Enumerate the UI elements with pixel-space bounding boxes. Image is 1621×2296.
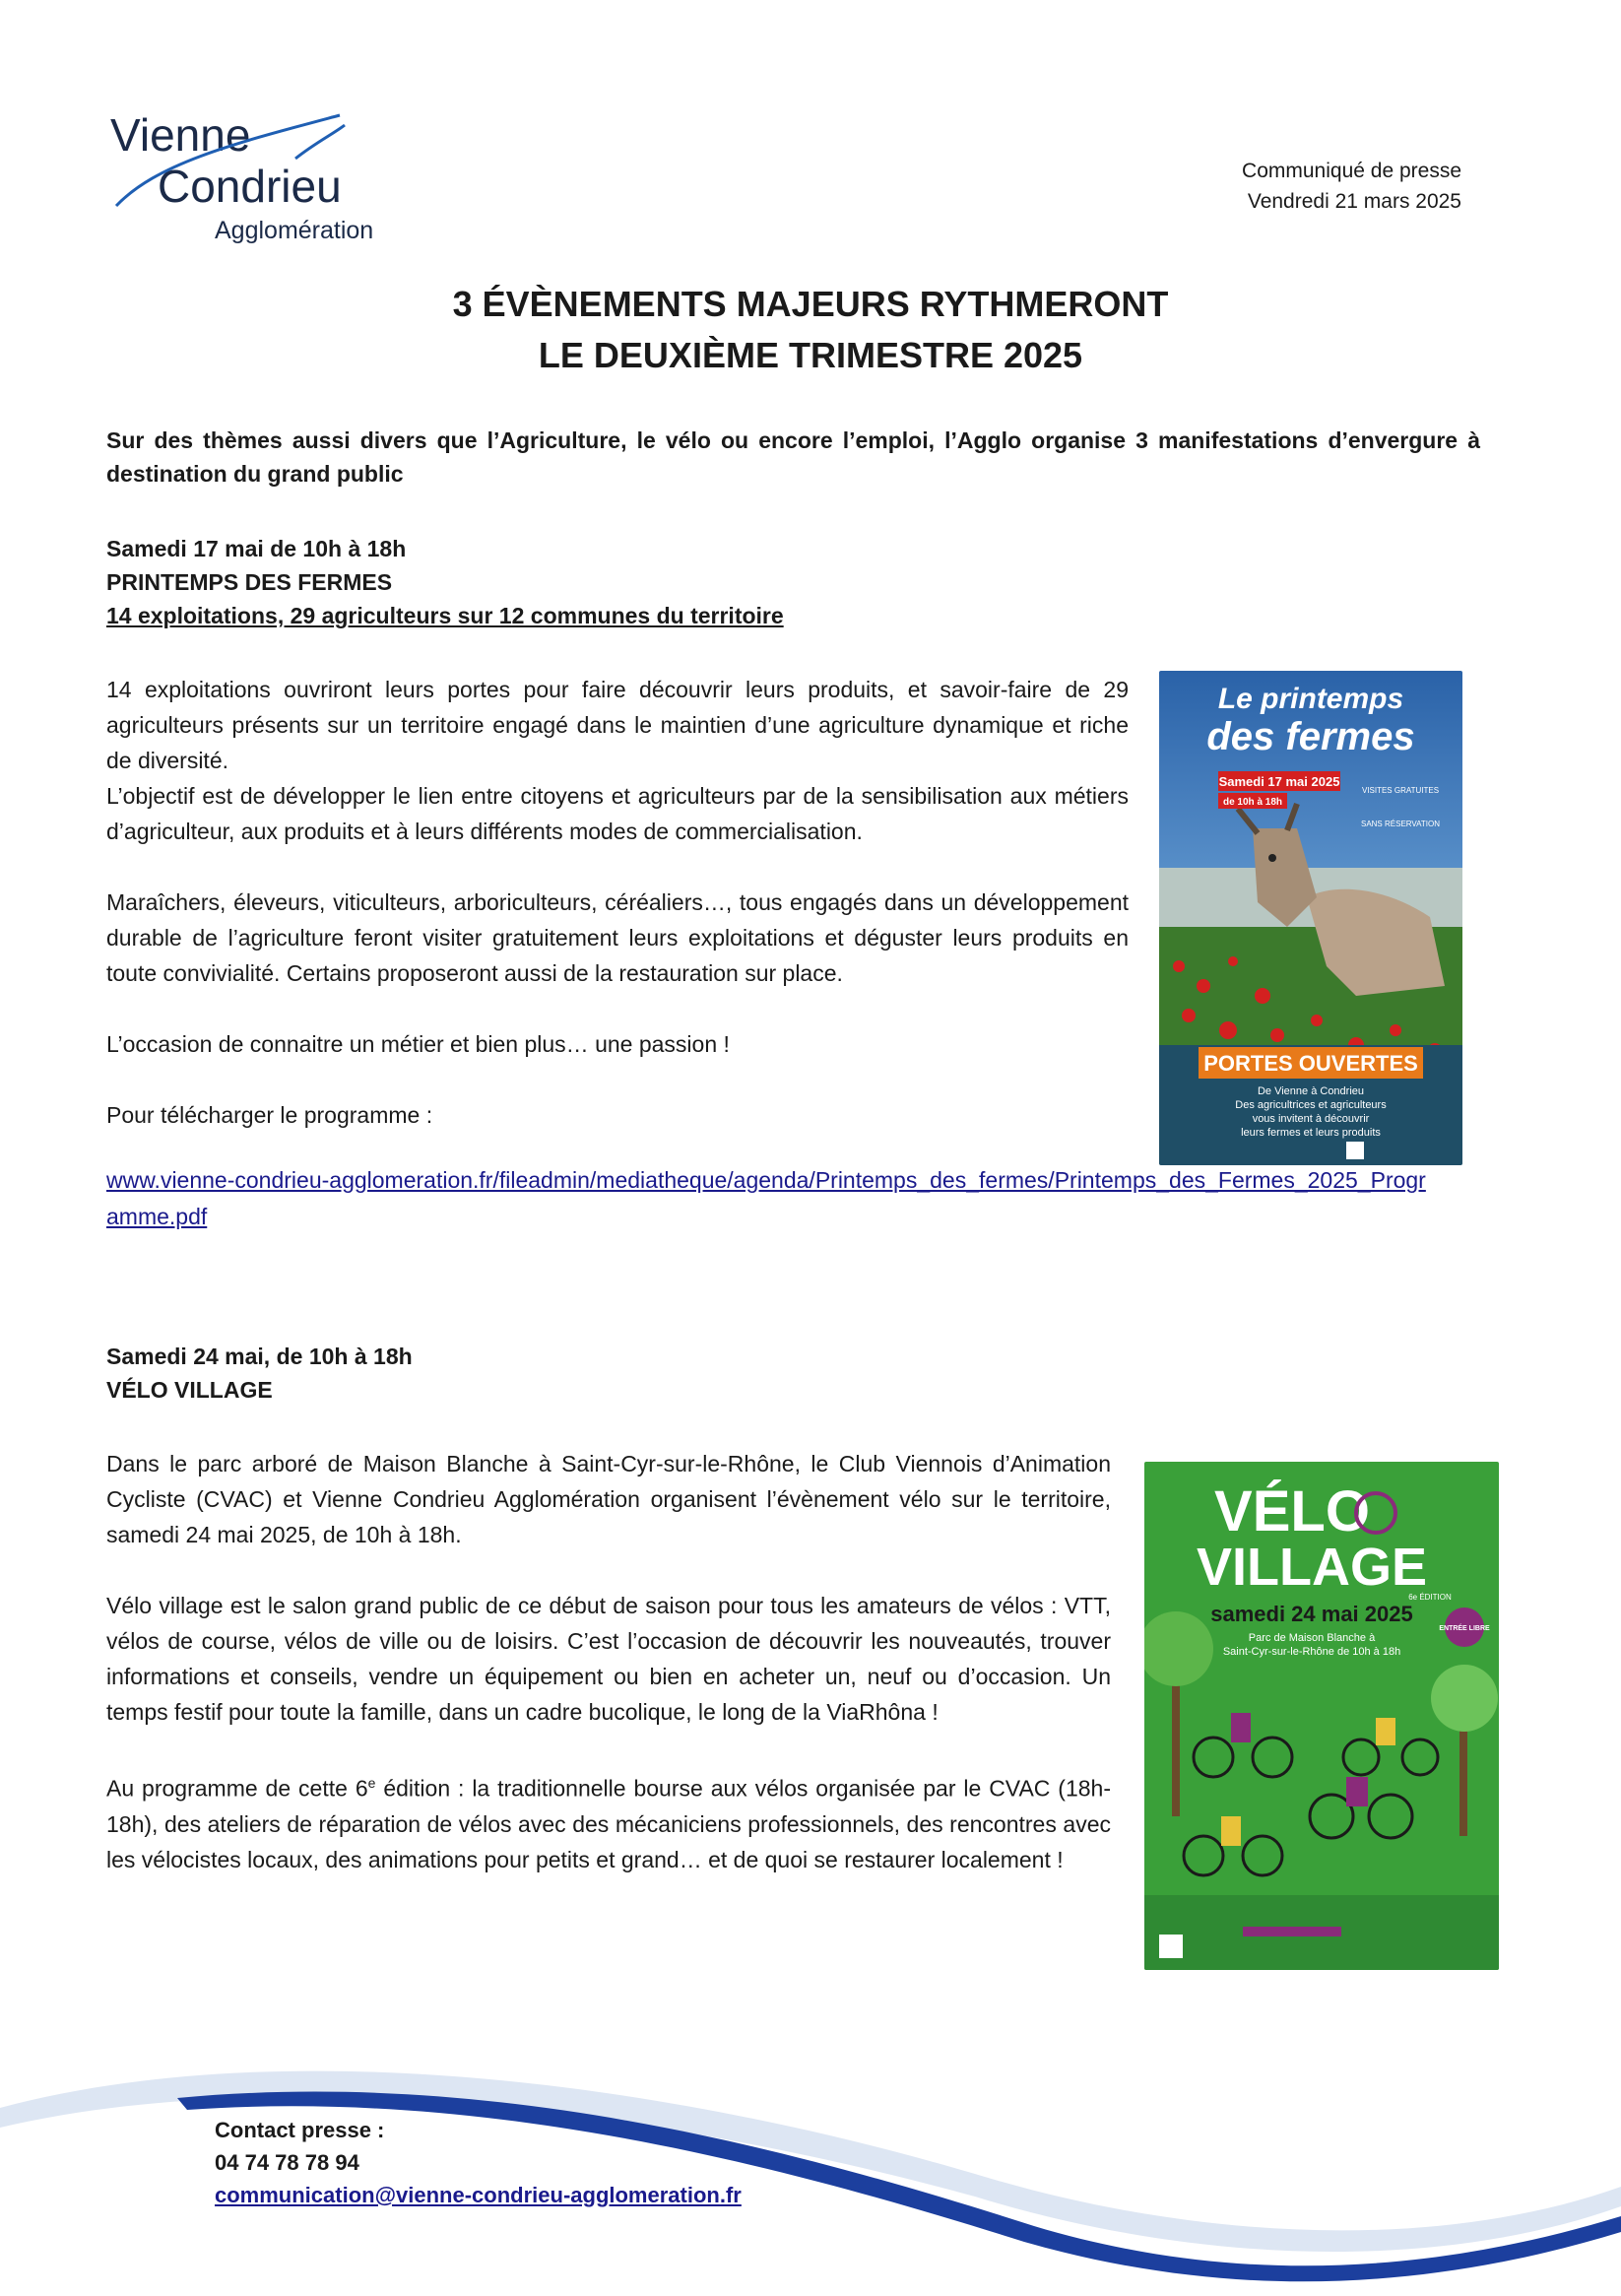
velo-village-poster [1144,1462,1499,1970]
poster1-badge2: SANS RÉSERVATION [1360,820,1441,828]
event1-program-link[interactable]: www.vienne-condrieu-agglomeration.fr/fileadmin/mediatheque/agenda/Printemps_des_fermes/Printemps_des_Fermes_2025_Programme.pdf [106,1167,1426,1229]
poster2-badge: ENTRÉE LIBRE [1439,1625,1490,1632]
event1-download-label: Pour télécharger le programme : [106,1102,433,1128]
press-contact [215,2114,742,2211]
poster1-sub3: vous invitent à découvrir [1252,1113,1370,1125]
event1-p4: L’occasion de connaitre un métier et bien plus… une passion ! [106,1031,730,1057]
contact-phone: 04 74 78 78 94 [215,2150,359,2175]
poster2-date: samedi 24 mai 2025 [1210,1602,1413,1626]
event2-name: VÉLO VILLAGE [106,1377,273,1403]
poster1-sub1: De Vienne à Condrieu [1257,1085,1365,1097]
poster1-title1: Le printemps [1217,683,1404,715]
poster1-badge1: VISITES GRATUITES [1361,786,1440,795]
printemps-des-fermes-poster [1159,671,1462,1165]
contact-heading: Contact presse : [215,2118,385,2142]
logo-line2: Condrieu [158,161,342,212]
logo-line1: Vienne [110,109,251,161]
poster1-sub4: leurs fermes et leurs produits [1241,1127,1381,1139]
logo-swoosh-icon-2 [295,125,345,159]
qr-code-icon-2 [1159,1935,1183,1958]
intro-paragraph: Sur des thèmes aussi divers que l’Agriculture, le vélo ou encore l’emploi, l’Agglo organise 3 manifestations d’envergure à destination du grand public [106,427,1480,487]
event1-body [106,672,1129,1133]
page-title [0,279,1621,381]
event2-date: Samedi 24 mai, de 10h à 18h [106,1344,413,1369]
title-line2: LE DEUXIÈME TRIMESTRE 2025 [538,335,1083,375]
event1-heading [106,532,1091,632]
poster2-edition: 6e ÉDITION [1408,1593,1452,1602]
qr-code-icon [1346,1142,1364,1159]
poster2-place2: Saint-Cyr-sur-le-Rhône de 10h à 18h [1222,1646,1401,1658]
event1-p1: 14 exploitations ouvriront leurs portes pour faire découvrir leurs produits, et savoir-faire de 29 agriculteurs présents sur un territoire engagé dans le maintien d’une agriculture dynamique et riche de diversité. [106,677,1129,773]
event2-p1: Dans le parc arboré de Maison Blanche à Saint-Cyr-sur-le-Rhône, le Club Viennois d’Animation Cycliste (CVAC) et Vienne Condrieu Agglomération organisent l’évènement vélo sur le territoire, samedi 24 mai 2025, de 10h à 18h. [106,1451,1111,1547]
press-date: Vendredi 21 mars 2025 [1247,190,1461,213]
poster1-sub2: Des agricultrices et agriculteurs [1235,1099,1387,1111]
title-line1: 3 ÉVÈNEMENTS MAJEURS RYTHMERONT [452,284,1169,324]
event2-p3: Au programme de cette 6e édition : la traditionnelle bourse aux vélos organisée par le CVAC (18h-18h), des ateliers de réparation de vélos avec des mécaniciens professionnels, des rencontres avec les vélocistes locaux, des animations pour petits et grand… et de quoi se restaurer localement ! [106,1775,1111,1872]
poster1-title2: des fermes [1206,715,1415,758]
contact-email-link[interactable]: communication@vienne-condrieu-agglomeration.fr [215,2183,742,2207]
event1-date: Samedi 17 mai de 10h à 18h [106,536,407,561]
event1-p3: Maraîchers, éleveurs, viticulteurs, arboriculteurs, céréaliers…, tous engagés dans un développement durable de l’agriculture feront visiter gratuitement leurs exploitations et déguster leurs produits en toute convivialité. Certains proposeront aussi de la restauration sur place. [106,889,1129,986]
poster1-date: Samedi 17 mai 2025 [1218,774,1340,789]
poster2-place1: Parc de Maison Blanche à [1248,1632,1376,1644]
event2-body [106,1446,1111,1877]
event2-p2: Vélo village est le salon grand public de ce début de saison pour tous les amateurs de vélos : VTT, vélos de course, vélos de ville ou de loisirs. C’est l’occasion de découvrir les nouveautés, trouver informations et conseils, vendre un équipement ou bien en acheter un, neuf ou d’occasion. Un temps festif pour toute la famille, dans un cadre bucolique, le long de la ViaRhôna ! [106,1593,1111,1725]
event1-name: PRINTEMPS DES FERMES [106,569,393,595]
press-type: Communiqué de presse [1242,160,1461,182]
event2-heading [106,1340,894,1407]
event1-subtitle: 14 exploitations, 29 agriculteurs sur 12 communes du territoire [106,603,784,628]
poster2-title1: VÉLO [1214,1479,1370,1543]
logo-line3: Agglomération [215,217,374,244]
poster2-title2: VILLAGE [1196,1538,1428,1597]
poster1-banner: PORTES OUVERTES [1203,1051,1418,1076]
press-header [1242,156,1461,217]
vienne-condrieu-logo [98,103,414,251]
event1-p2: L’objectif est de développer le lien entre citoyens et agriculteurs par de la sensibilisation aux métiers d’agriculteur, aux produits et à leurs différents modes de commercialisation. [106,783,1129,844]
poster1-hours: de 10h à 18h [1222,797,1283,808]
